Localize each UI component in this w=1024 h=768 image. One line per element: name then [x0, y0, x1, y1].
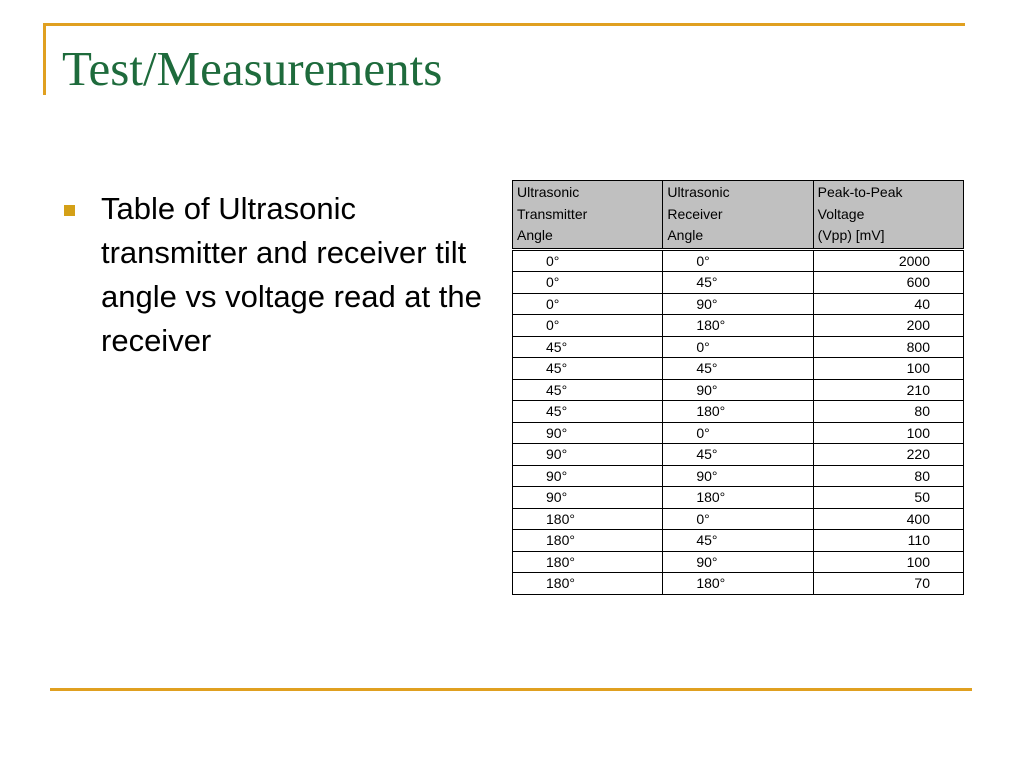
table-row [513, 551, 964, 573]
voltage-cell: 50 [813, 487, 963, 509]
measurement-table [512, 180, 964, 595]
header-line: Transmitter [517, 205, 588, 222]
receiver-angle-cell: 180° [663, 487, 813, 509]
voltage-cell: 2000 [813, 249, 963, 272]
receiver-angle-cell: 0° [663, 422, 813, 444]
table-row [513, 358, 964, 380]
transmitter-angle-cell: 90° [513, 465, 663, 487]
header-line: Angle [517, 227, 553, 243]
receiver-angle-cell: 45° [663, 358, 813, 380]
receiver-angle-cell: 0° [663, 249, 813, 272]
header-transmitter-angle [513, 181, 663, 250]
receiver-angle-cell: 0° [663, 336, 813, 358]
voltage-cell: 110 [813, 530, 963, 552]
table-row [513, 336, 964, 358]
table-body [513, 249, 964, 594]
square-bullet-icon [64, 205, 75, 216]
receiver-angle-cell: 180° [663, 315, 813, 337]
voltage-cell: 100 [813, 551, 963, 573]
voltage-cell: 200 [813, 315, 963, 337]
header-line: Receiver [667, 205, 723, 222]
voltage-cell: 600 [813, 272, 963, 294]
table-row [513, 444, 964, 466]
top-accent-rule [43, 23, 965, 26]
transmitter-angle-cell: 180° [513, 508, 663, 530]
table-row [513, 379, 964, 401]
table-row [513, 465, 964, 487]
voltage-cell: 100 [813, 358, 963, 380]
table-row [513, 487, 964, 509]
transmitter-angle-cell: 0° [513, 315, 663, 337]
transmitter-angle-cell: 180° [513, 530, 663, 552]
table-row [513, 573, 964, 595]
transmitter-angle-cell: 180° [513, 573, 663, 595]
header-peak-voltage [813, 181, 963, 250]
table-row [513, 272, 964, 294]
table-row [513, 422, 964, 444]
transmitter-angle-cell: 180° [513, 551, 663, 573]
header-line: Voltage [817, 205, 865, 222]
voltage-cell: 400 [813, 508, 963, 530]
transmitter-angle-cell: 0° [513, 272, 663, 294]
transmitter-angle-cell: 45° [513, 379, 663, 401]
transmitter-angle-cell: 90° [513, 444, 663, 466]
receiver-angle-cell: 45° [663, 444, 813, 466]
voltage-cell: 220 [813, 444, 963, 466]
table-row [513, 508, 964, 530]
table-row [513, 315, 964, 337]
header-receiver-angle [663, 181, 813, 250]
header-line: Peak-to-Peak [817, 184, 903, 200]
table-row [513, 530, 964, 552]
receiver-angle-cell: 90° [663, 465, 813, 487]
table-header-row [513, 181, 964, 250]
transmitter-angle-cell: 90° [513, 422, 663, 444]
transmitter-angle-cell: 45° [513, 336, 663, 358]
receiver-angle-cell: 90° [663, 379, 813, 401]
voltage-cell: 100 [813, 422, 963, 444]
voltage-cell: 80 [813, 465, 963, 487]
voltage-cell: 70 [813, 573, 963, 595]
transmitter-angle-cell: 0° [513, 249, 663, 272]
bullet-text: Table of Ultrasonic transmitter and receiver tilt angle vs voltage read at the receiver [101, 191, 482, 358]
table-row [513, 249, 964, 272]
receiver-angle-cell: 45° [663, 530, 813, 552]
header-line: (Vpp) [mV] [817, 227, 885, 243]
voltage-cell: 210 [813, 379, 963, 401]
receiver-angle-cell: 180° [663, 573, 813, 595]
receiver-angle-cell: 180° [663, 401, 813, 423]
bullet-list [60, 187, 505, 363]
receiver-angle-cell: 90° [663, 551, 813, 573]
transmitter-angle-cell: 90° [513, 487, 663, 509]
transmitter-angle-cell: 45° [513, 358, 663, 380]
header-line: Ultrasonic [517, 184, 580, 200]
voltage-cell: 80 [813, 401, 963, 423]
header-line: Ultrasonic [667, 184, 730, 200]
table-row [513, 401, 964, 423]
voltage-cell: 40 [813, 293, 963, 315]
transmitter-angle-cell: 45° [513, 401, 663, 423]
header-line: Angle [667, 227, 704, 243]
transmitter-angle-cell: 0° [513, 293, 663, 315]
left-accent-rule [43, 23, 46, 95]
slide-title: Test/Measurements [62, 41, 443, 96]
receiver-angle-cell: 0° [663, 508, 813, 530]
receiver-angle-cell: 45° [663, 272, 813, 294]
receiver-angle-cell: 90° [663, 293, 813, 315]
table-row [513, 293, 964, 315]
voltage-cell: 800 [813, 336, 963, 358]
bottom-accent-rule [50, 688, 972, 691]
